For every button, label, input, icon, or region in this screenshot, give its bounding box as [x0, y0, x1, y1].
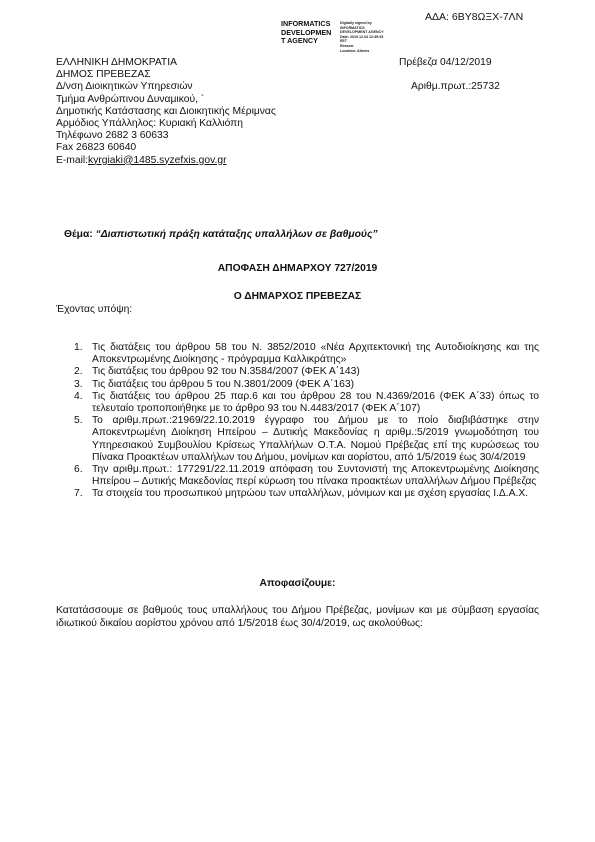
ada-code: ΑΔΑ: 6ΒΥ8ΩΞΧ-7ΛΝ: [425, 11, 524, 23]
email-line: [56, 155, 276, 167]
stamp-signature-details: [340, 21, 384, 53]
item-number: 5.: [74, 415, 83, 427]
stamp-small-line: INFORMATICS: [340, 25, 365, 30]
header-line: ΕΛΛΗΝΙΚΗ ΔΗΜΟΚΡΑΤΙΑ: [56, 57, 177, 68]
email-label: E-mail:: [56, 154, 89, 166]
email-link[interactable]: kyrgiaki@1485.syzefxis.gov.gr: [88, 154, 227, 166]
stamp-small-line: EET: [340, 39, 347, 44]
header-line: Αρμόδιος Υπάλληλος: Κυριακή Καλλιόπη: [56, 118, 243, 130]
list-item: [0, 366, 595, 378]
protocol-number: Αριθμ.πρωτ.:25732: [411, 81, 500, 92]
item-text: Τις διατάξεις του άρθρου 25 παρ.6 και του άρθρου 28 του Ν.4369/2016 (ΦΕΚ Α΄33) όπως το τελευταίο τροποποιήθηκε με το άρθρο 93 του Ν.4483/2017 (ΦΕΚ Α΄107): [92, 390, 539, 415]
decision-title: ΑΠΟΦΑΣΗ ΔΗΜΑΡΧΟΥ 727/2019: [217, 263, 378, 274]
item-number: 1.: [74, 342, 83, 353]
stamp-org-name: [281, 20, 331, 46]
item-number: 2.: [74, 366, 83, 378]
header-line: Τμήμα Ανθρώπινου Δυναμικού, `: [56, 93, 205, 105]
item-text: Τις διατάξεις του άρθρου 5 του Ν.3801/2009 (ΦΕΚ Α΄163): [92, 378, 355, 390]
header-line: Fax 26823 60640: [56, 142, 137, 154]
list-item: [0, 488, 595, 500]
stamp-small-line: Location: Athens: [340, 48, 370, 53]
item-text: Τις διατάξεις του άρθρου 92 του Ν.3584/2007 (ΦΕΚ Α΄143): [92, 366, 360, 378]
item-text: Τα στοιχεία του προσωπικού μητρώου των υπαλλήλων, μόνιμων και με σχέση εργασίας Ι.Δ.Α.Χ.: [92, 488, 529, 500]
list-item: [0, 342, 595, 366]
item-number: 4.: [74, 390, 83, 402]
subject-label: Θέμα:: [64, 229, 93, 240]
considering-heading: Έχοντας υπόψη:: [56, 304, 133, 315]
sender-header: [56, 57, 276, 167]
list-item: [0, 391, 595, 415]
stamp-line: DEVELOPMEN: [281, 27, 332, 37]
header-line: ΔΗΜΟΣ ΠΡΕΒΕΖΑΣ: [56, 69, 151, 81]
stamp-line: INFORMATICS: [281, 19, 331, 28]
subject-line: [64, 229, 378, 240]
item-text: Τις διατάξεις του άρθρου 58 του Ν. 3852/2010 «Νέα Αρχιτεκτονική της Αυτοδιοίκησης και της Αποκεντρωμένης Διοίκησης - πρόγραμμα Καλλικράτης»: [92, 342, 539, 366]
item-text: Το αριθμ.πρωτ.:21969/22.10.2019 έγγραφο του Δήμου με το ποίο διαβιβάστηκε στην Αποκεντρωμένη Διοίκηση Ηπείρου – Δυτικής Μακεδονίας η αριθμ.:5/2019 γνωμοδότηση του Υπηρεσιακού Συμβουλίου Κρίσεως Υπαλλήλων Ο.Τ.Α. Νομού Πρέβεζας επί της κυρώσεως του Πίνακα Προακτέων υπαλλήλων του Δήμου, μονίμων και αορίστου, από 1/5/2019 έως 30/4/2019: [92, 415, 539, 463]
item-number: 6.: [74, 464, 83, 476]
stamp-small-line: Date: 2019.12.04 12:39:53: [340, 34, 384, 39]
stamp-small-line: Digitally signed by: [340, 21, 372, 25]
stamp-small-line: Reason:: [340, 43, 355, 48]
stamp-small-line: DEVELOPMENT AGENCY: [340, 30, 384, 35]
item-text: Την αριθμ.πρωτ.: 177291/22.11.2019 απόφαση του Συντονιστή της Αποκεντρωμένης Διοίκησης Ηπείρου – Δυτικής Μακεδονίας περί κύρωση του πίνακα προακτέων υπαλλήλων Δήμου Πρέβεζας: [92, 464, 539, 488]
item-number: 7.: [74, 488, 83, 500]
list-item: [0, 464, 595, 488]
item-number: 3.: [74, 378, 83, 390]
stamp-line: T AGENCY: [281, 36, 318, 46]
header-line: Δ/νση Διοικητικών Υπηρεσιών: [56, 81, 193, 93]
considerations-list: [0, 342, 595, 501]
decide-heading: Αποφασίζουμε:: [259, 578, 336, 589]
mayor-title: Ο ΔΗΜΑΡΧΟΣ ΠΡΕΒΕΖΑΣ: [233, 291, 362, 302]
header-line: Τηλέφωνο 2682 3 60633: [56, 130, 169, 142]
document-date: Πρέβεζα 04/12/2019: [399, 57, 492, 68]
header-line: Δημοτικής Κατάστασης και Διοικητικής Μέριμνας: [56, 105, 276, 117]
list-item: [0, 379, 595, 391]
decision-paragraph: Κατατάσσουμε σε βαθμούς τους υπαλλήλους του Δήμου Πρέβεζας, μονίμων και με σύμβαση εργασίας ιδιωτικού δικαίου αορίστου χρόνου από 1/5/2018 έως 30/4/2019, ως ακολούθως:: [56, 605, 539, 629]
list-item: [0, 415, 595, 464]
subject-text: “Διαπιστωτική πράξη κατάταξης υπαλλήλων σε βαθμούς”: [95, 229, 378, 240]
